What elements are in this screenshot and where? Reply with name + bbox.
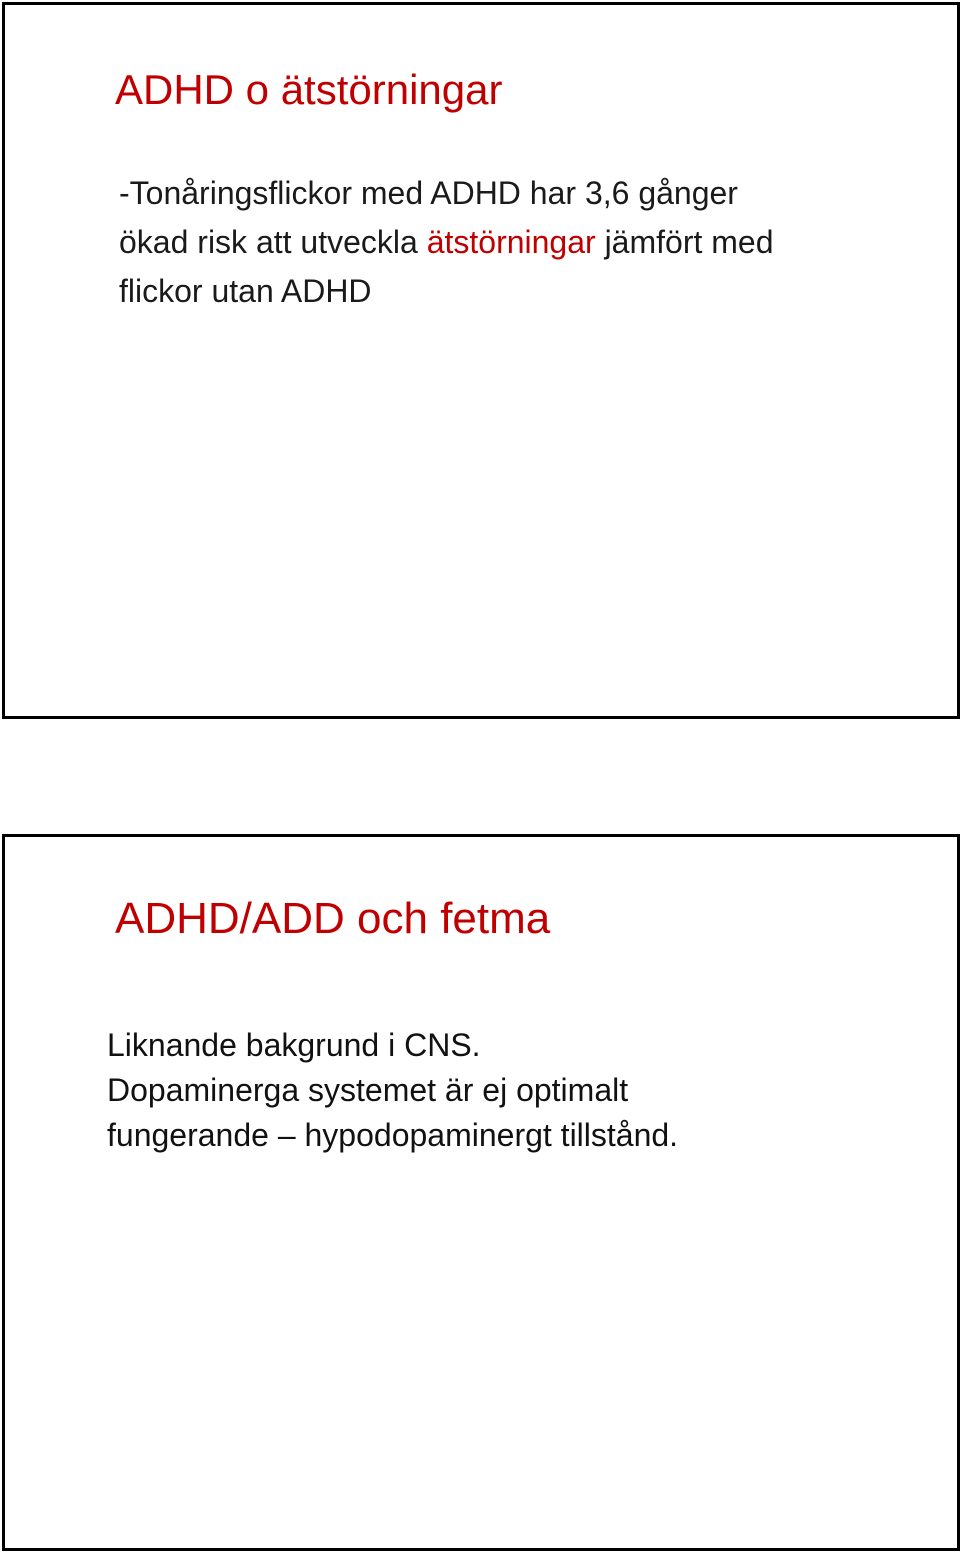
slide-1-body	[119, 169, 774, 316]
slide-1-line-3: flickor utan ADHD	[119, 273, 372, 309]
slide-2	[2, 834, 960, 1551]
slide-1-title: ADHD o ätstörningar	[115, 66, 503, 113]
slide-1-line-2-before: ökad risk att utveckla	[119, 224, 427, 260]
slide-1-line-2	[119, 218, 774, 267]
slide-1-highlight-word: ätstörningar	[426, 224, 596, 260]
slide-1	[2, 2, 960, 719]
slide-2-line-1: Liknande bakgrund i CNS.	[107, 1027, 481, 1063]
slide-1-line-1: -Tonåringsflickor med ADHD har 3,6 gånger	[119, 175, 738, 211]
slide-2-line-2: Dopaminerga systemet är ej optimalt	[107, 1072, 629, 1108]
slide-2-title: ADHD/ADD och fetma	[115, 894, 551, 943]
slide-2-body	[107, 1023, 678, 1158]
slide-1-line-2-after: jämfört med	[595, 224, 774, 260]
slide-2-line-3: fungerande – hypodopaminergt tillstånd.	[107, 1117, 679, 1153]
